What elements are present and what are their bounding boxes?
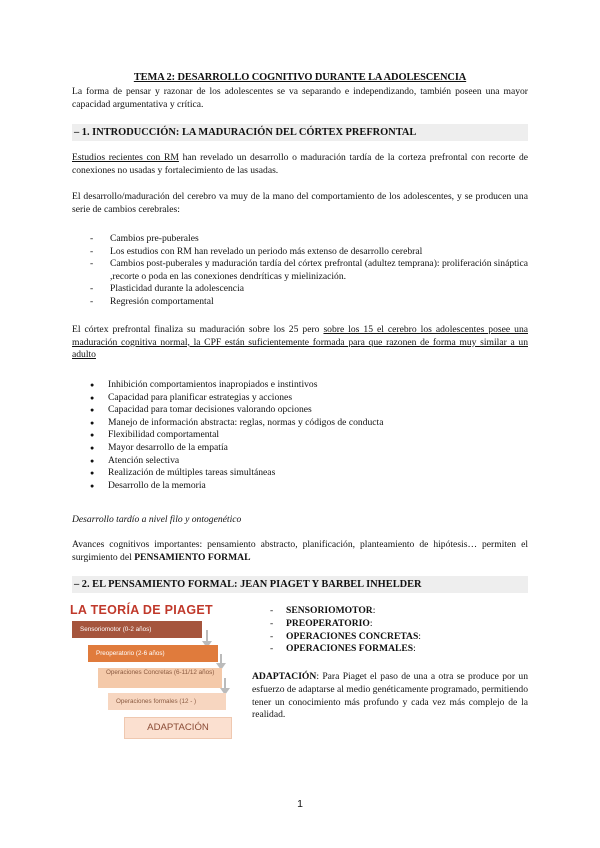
paragraph-text: : Para Piaget el paso de una a otra se produce por un esfuerzo de adaptarse al medio genéticamente programado, permitiendo tener un conocimiento más profundo y cada vez más complejo de la realidad. [252,671,528,721]
stage-name: SENSORIOMOTOR [286,605,373,616]
figure-step-operaciones-formales: Operaciones formales (12 - ) [108,693,226,710]
paragraph-cortex [72,324,528,362]
list-item: ● Inhibición comportamientos inapropiados e instintivos [72,379,528,392]
abilities-list [72,379,528,492]
figure-title: LA TEORÍA DE PIAGET [70,603,213,617]
intro-paragraph: La forma de pensar y razonar de los adolescentes se va separando e independizando, también poseen una mayor capacidad argumentativa y crítica. [72,86,528,110]
adaptation-paragraph [252,671,528,722]
late-development-note: Desarrollo tardío a nivel filo y ontogenético [72,514,242,525]
list-item: ● Mayor desarrollo de la empatía [72,442,528,455]
list-item: ● Capacidad para tomar decisiones valorando opciones [72,404,528,417]
section-heading-pensamiento-formal [72,576,528,593]
paragraph-text: Avances cognitivos importantes: pensamiento abstracto, planificación, planteamiento de hipótesis… permiten el surgimiento del [72,539,528,563]
list-item: - Cambios post-puberales y maduración tardía del córtex prefrontal (adultez temprana): proliferación sináptica ,recorte o poda en las conexiones dendríticas y mielinización. [72,258,528,283]
list-item: - PREOPERATORIO: [258,618,528,631]
page-number: 1 [297,798,303,810]
section-heading-text: – 2. EL PENSAMIENTO FORMAL: JEAN PIAGET Y BARBEL INHELDER [74,579,422,590]
list-item: - OPERACIONES FORMALES: [258,643,528,656]
paragraph-avances [72,539,528,564]
list-item: ● Capacidad para planificar estrategias y acciones [72,392,528,405]
stage-name: OPERACIONES CONCRETAS [286,630,419,642]
paragraph-desarrollo: El desarrollo/maduración del cerebro va muy de la mano del comportamiento de los adolescentes, y se producen una serie de cambios cerebrales: [72,191,528,215]
list-item: - SENSORIOMOTOR: [258,605,528,618]
list-item: - Regresión comportamental [72,296,528,309]
bold-term: ADAPTACIÓN [252,671,317,682]
underlined-phrase: Estudios recientes con RM [72,152,179,163]
figure-adaptation-box: ADAPTACIÓN [124,717,232,739]
figure-step-sensoriomotor: Sensoriomotor (0-2 años) [72,621,202,638]
piaget-stages-list [258,605,528,656]
list-item: ● Manejo de información abstracta: reglas, normas y códigos de conducta [72,417,528,430]
list-item: - Los estudios con RM han revelado un periodo más extenso de desarrollo cerebral [72,246,528,259]
paragraph-text: han revelado un desarrollo o maduración tardía de la corteza prefrontal con recorte de conexiones no usadas y fortalecimiento de las usadas. [72,152,528,176]
list-item: - Plasticidad durante la adolescencia [72,283,528,296]
paragraph-estudios [72,152,528,177]
stage-name: OPERACIONES FORMALES [286,643,414,655]
list-item: - Cambios pre-puberales [72,233,528,246]
section-heading-text: – 1. INTRODUCCIÓN: LA MADURACIÓN DEL CÓRTEX PREFRONTAL [74,127,417,138]
list-item: - OPERACIONES CONCRETAS: [258,631,528,644]
underlined-phrase: sobre los 15 el cerebro los adolescentes posee una maduración cognitiva normal, la CPF están suficientemente formada para que razonen de forma muy similar a un adulto [72,324,528,361]
document-title: TEMA 2: DESARROLLO COGNITIVO DURANTE LA ADOLESCENCIA [133,72,467,83]
figure-step-preoperatorio: Preoperatorio (2-6 años) [88,645,218,662]
stage-name: PREOPERATORIO [286,617,370,629]
list-item: ● Realización de múltiples tareas simultáneas [72,467,528,480]
bold-term: PENSAMIENTO FORMAL [134,551,251,563]
figure-step-operaciones-concretas: Operaciones Concretas (6-11/12 años) [98,668,222,688]
list-item: ● Flexibilidad comportamental [72,429,528,442]
paragraph-text: El córtex prefrontal finaliza su maduración sobre los 25 pero [72,324,324,335]
list-item: ● Desarrollo de la memoria [72,480,528,493]
list-item: ● Atención selectiva [72,455,528,468]
cerebral-changes-list [72,233,528,309]
piaget-theory-figure [70,603,250,743]
section-heading-introduccion [72,124,528,141]
